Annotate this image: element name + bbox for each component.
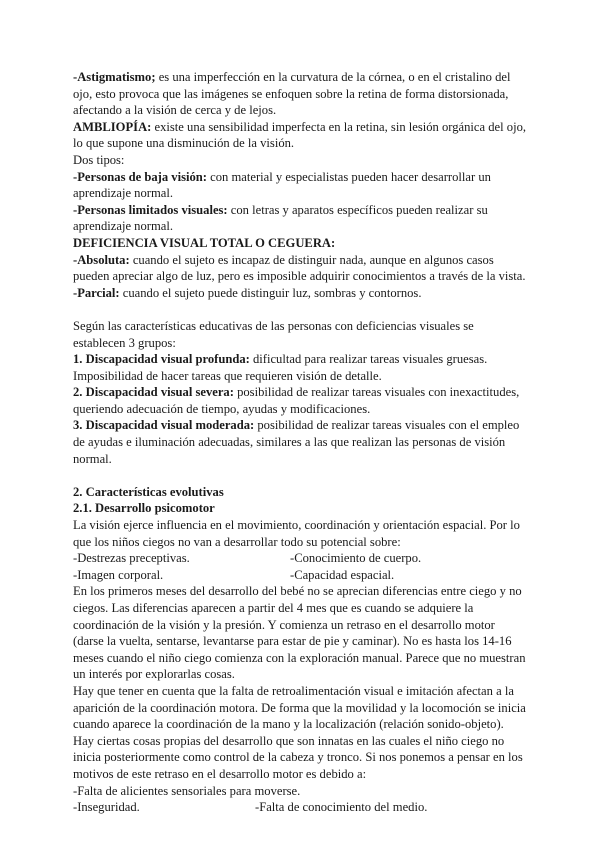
falta-alicientes-line: -Falta de alicientes sensoriales para moverse. — [73, 783, 301, 798]
term-grupo3: 3. Discapacidad visual moderada: — [73, 418, 255, 433]
limitados-text: con letras y aparatos específicos pueden realizar su aprendizaje normal. — [73, 202, 488, 234]
term-grupo2: 2. Discapacidad visual severa: — [73, 385, 234, 400]
list-item: -Capacidad espacial. — [290, 567, 395, 582]
section2-heading-text: 2. Características evolutivas — [73, 484, 224, 499]
dos-tipos-line: Dos tipos: — [73, 152, 125, 167]
section21-heading-text: 2.1. Desarrollo psicomotor — [73, 501, 215, 516]
grupo2-paragraph — [73, 384, 528, 417]
parcial-paragraph — [73, 285, 528, 302]
limitados-paragraph — [73, 202, 528, 235]
grupo2-text: posibilidad de realizar tareas visuales con inexactitudes, queriendo adecuación de tiempo, ayudas y modificaciones. — [73, 385, 520, 416]
list-item: -Falta de conocimiento del medio. — [255, 800, 428, 815]
term-ambliopia: AMBLIOPÍA: — [73, 119, 152, 134]
retroalimentacion-paragraph: Hay que tener en cuenta que la falta de retroalimentación visual e imitación afectan a la aparición de la coordinación motora. De forma que la movilidad y la locomoción se inicia cuando aparece la coordinación de la mano y la localización (relación sonido-objeto). — [73, 683, 526, 732]
absoluta-paragraph — [73, 252, 528, 285]
grupo3-text: posibilidad de realizar tareas visuales con el empleo de ayudas e iluminación adecuadas, similares a las que realizan las personas de visión normal. — [73, 418, 520, 466]
list-item: -Imagen corporal. — [73, 567, 164, 582]
term-parcial: -Parcial: — [73, 285, 120, 300]
ambliopia-text: existe una sensibilidad imperfecta en la retina, sin lesión orgánica del ojo, lo que supone una disminución de la visión. — [73, 119, 527, 151]
blank-line — [73, 301, 528, 318]
blank-line — [73, 467, 528, 484]
document-page — [73, 69, 528, 816]
baja-vision-text: con material y especialistas pueden hacer desarrollar un aprendizaje normal. — [73, 169, 491, 201]
list-item: -Destrezas preceptivas. — [73, 551, 190, 566]
potential-list-row — [73, 567, 528, 584]
potential-list-row — [73, 550, 528, 567]
ambliopia-paragraph — [73, 119, 528, 152]
psicomotor-intro: La visión ejerce influencia en el movimiento, coordinación y orientación espacial. Por lo que los niños ciegos no van a desarrollar todo su potencial sobre: — [73, 518, 520, 549]
grupo1-paragraph — [73, 351, 528, 384]
term-grupo1: 1. Discapacidad visual profunda: — [73, 352, 250, 367]
innatas-paragraph: Hay ciertas cosas propias del desarrollo que son innatas en las cuales el niño ciego no inicia posteriormente como control de la cabeza y tronco. Si nos ponemos a pensar en los motivos de este retraso en el desarrollo motor es debido a: — [73, 733, 523, 781]
list-item: -Conocimiento de cuerpo. — [290, 551, 422, 566]
grupo3-paragraph — [73, 417, 528, 467]
list-item: -Inseguridad. — [73, 800, 140, 815]
parcial-text: cuando el sujeto puede distinguir luz, sombras y contornos. — [119, 285, 422, 300]
last-list-row — [73, 799, 528, 816]
term-baja-vision: -Personas de baja visión: — [73, 169, 207, 184]
grupos-intro: Según las características educativas de las personas con deficiencias visuales se establecen 3 grupos: — [73, 318, 474, 350]
section2-heading — [73, 484, 528, 501]
astigmatismo-paragraph — [73, 69, 528, 119]
term-astigmatismo: -Astigmatismo; — [73, 70, 156, 84]
baja-vision-paragraph — [73, 169, 528, 202]
ceguera-heading-text: DEFICIENCIA VISUAL TOTAL O CEGUERA: — [73, 235, 336, 250]
astigmatismo-text: es una imperfección en la curvatura de la córnea, o en el cristalino del ojo, esto provoca que las imágenes se enfoquen sobre la retina de forma distorsionada, afectando a la visión de cerca y de lejos. — [73, 70, 511, 118]
absoluta-text: cuando el sujeto es incapaz de distinguir nada, aunque en algunos casos pueden apreciar algo de luz, pero es imposible adquirir conocimientos a través de la vista. — [73, 252, 526, 284]
ceguera-heading — [73, 235, 528, 252]
term-limitados: -Personas limitados visuales: — [73, 202, 228, 217]
grupo1-text: dificultad para realizar tareas visuales gruesas. Imposibilidad de hacer tareas que requieren visión de detalle. — [73, 352, 488, 383]
primeros-meses-paragraph: En los primeros meses del desarrollo del bebé no se aprecian diferencias entre ciego y no ciegos. Las diferencias aparecen a partir del 4 mes que es cuando se adquiere la coordinación de la visión y la presión. Y comienza un retraso en el desarrollo motor (darse la vuelta, sentarse, levantarse para estar de pie y caminar). No es hasta los 14-16 meses cuando el niño ciego comienza con la exploración manual. Parece que no muestran un interés por explorarlas cosas. — [73, 584, 526, 682]
term-absoluta: -Absoluta: — [73, 252, 130, 267]
section21-heading — [73, 500, 528, 517]
